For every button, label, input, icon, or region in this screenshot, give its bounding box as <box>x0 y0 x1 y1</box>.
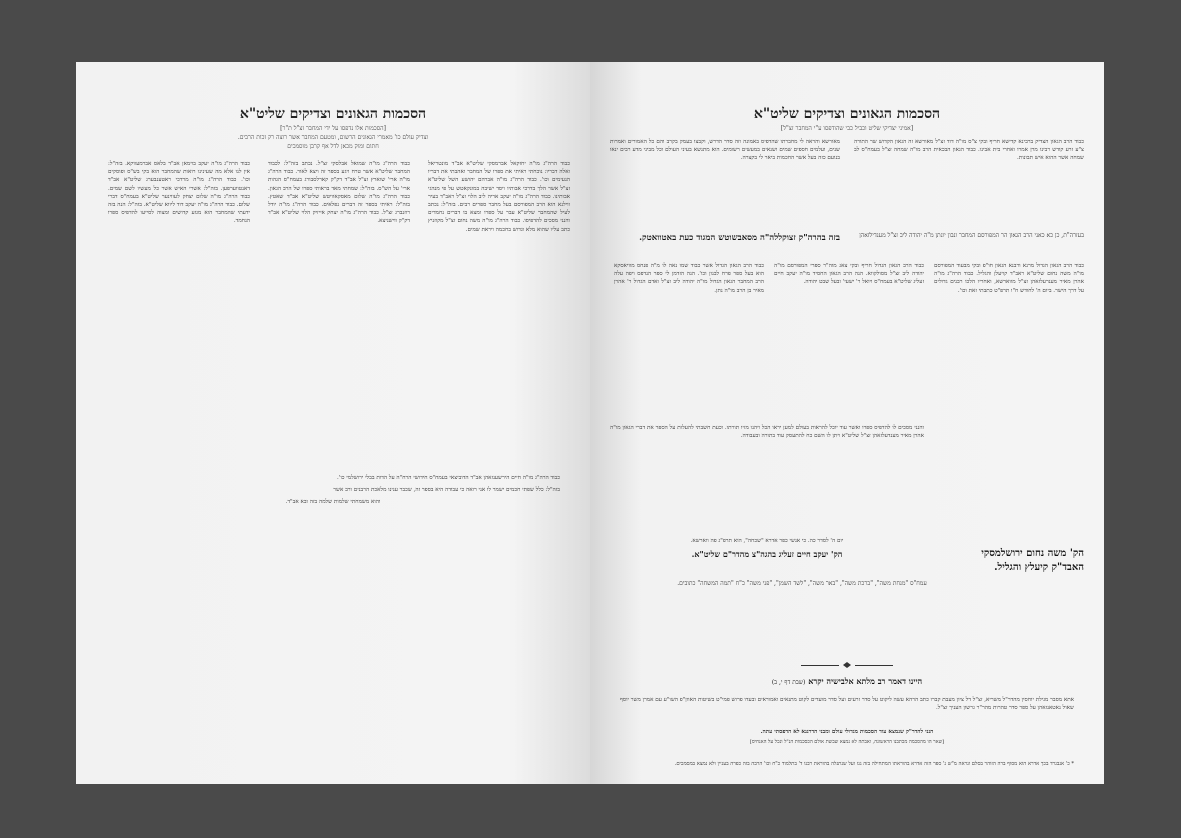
page-subtitle-line3: חתום ומוק מכאן לדל אף קרבן מוסמכים <box>287 143 379 150</box>
signature-name-2: הק' משה נחום ירושלמסקי <box>981 548 1084 559</box>
page-subtitle: [הסכמות אלו נדפסו על ידי המחבר זצ"ל ת"ר] <box>280 125 386 132</box>
section-divider <box>801 662 893 668</box>
page-subtitle: [אמיני יצדיקי שליט וכביל כבי שהודפסו ע"י המחבר זצ"ל] <box>780 125 914 132</box>
page-title: הסכמות הגאונים וצדיקים שליט"א <box>239 106 427 122</box>
signature-center: בעזרה"ת, כן כא כאני הרב הגאון הר המפורסם המחבר ונבון יונתן מ"ה יהודה ליב זצ"ל מענדילזאהן <box>859 232 1084 239</box>
approbation-column-left: כבוד הרב הגאון הגדול אשר כבוד שמו נאה לו מ"ה פנחס מוויאסקא הוא בעל ספר פרח לבנון וכו'. הנה הזדמן לי ספר הנדפס ויפה עלה הרב המחבר הגאון הגדול מו"ה יהודה ליב זצ"ל ואדם הגדול ר' אהרן מאיר בן הרב מו"ה נתן. <box>614 263 764 294</box>
signature-date: יום ה' לסדר כה. כי אנשי כפר אדרא "שכחה", הוא תרפ"ג פה ווארשא. <box>690 538 844 544</box>
signature-left: בזה בהרה"ק זצוקללה"ה מסאבשוטש המגוד כעת באטוואטק. <box>639 233 840 243</box>
lower-heading-text: היינו דאמר רב מלתא אלבישיה יקרא <box>808 676 923 686</box>
approbation-column-middle: כבוד הרה"ג מו"ה שמואל אבלסקי זצ"ל. נכתב בזה"ל: לכבוד המחבר שליט"א אשר טרח ויגע בספר זה ויצא לאור. כבוד הרה"ג מו"ה ארי' שוארץ זצ"ל אב"ד דק"ק קארלסבורג בעמח"ס הגהות ארי' על הש"ס. בזה"ל: שמחתי מאד בראותי ספרו של הרב הגאון. כבוד הרה"ג מו"ה שלום מאסקאוויטש שליט"א אב"ד שאטץ. בזה"ל: ראיתי בספר זה דברים נפלאים. כבוד הרה"ג מו"ה יודל רוזנברג זצ"ל. כבוד הרה"ג מו"ה יצחק אייזיק הלוי שליט"א אב"ד דק"ק ווישניצא. <box>268 161 410 225</box>
center-note: הנני להדר"ק שנמצא עוד הסכמות מגדולי עולם ומבני הדרגנא לא הדפסתי עתה. <box>760 729 934 735</box>
bottom-approbation-line1: כבוד הרה"ג מו"ה חיים הירשענזאהן אב"ד הדוביצאי בעמח"ס חידושי הרח"ה על הדות בבלי ירושלמי כו'. <box>337 475 560 481</box>
books-list: עמח"ס "מנחת משה", "ברכת משה", "באר משה", "לשד השמן", "פני משה" כ"ח "תמה המשחה" כתובים. <box>677 580 927 587</box>
lower-section-paragraph: אתא מסבר מגילת יוחסין מהדר"ל משריא, זצ"ל דל ציון מעבת קברו כתב הרהא עשה ליקוט על סדר זרעים ועל סדר מועדים לקוט מתנאים ואמוראים ובעדו פרוש פמי"ט בשיטות האוון"פ השו"ע עם אמרן משר יוסף שאול נאטאנזאהן על ספר סדר טהרות מהר"ר גרשון העניך זצ"ל. <box>620 697 1074 712</box>
ornament-icon <box>843 662 851 668</box>
lower-heading-ref: (שבת דף י, ב) <box>771 679 806 686</box>
bottom-approbation-line2: בזה"ל: כלל שפתי חכמים ישמר לו אני רואה כי עבודה היא בספר זה, שכבר ענינו מלאכת הרבנים ורב אשר <box>333 487 560 493</box>
approbation-wide-paragraph: והנני מסכים לו להדפיס ספרו ואשר עוד יוכל להראות בעולם למען יראו הכל ויהנו מזיו תורתו. וכעת חשבתי להעלות על הספר את דברי הגאון מו"ה אהרן מאיר מענדעלזאהן זצ"ל שליט"א ויתן לו השם כח להתעסק עוד בתורה ובעבודה. <box>610 425 924 440</box>
signature-name: הק' יעקב חיים זעליג בהגה"צ מהדר"ם שליט"א. <box>691 549 843 559</box>
approbation-column-right: כבוד הרה"ג מו"ה יחזקאל אברמסקי שליט"א אב"ד מונטריאל ואלה דבריו: נוכחתי ראיתי את ספרו של המחבר ואהבתי את דבריו הנעימים וכו'. כבוד הרה"ג מו"ה אברהם יהושע השל שליט"א זצ"ל אשר הלך בדרכי אבותיו ויסד ישיבה במונקאטש על פי מנהגי אבותינו. כבוד הרה"ג מו"ה יעקב אריה ליב הלוי זצ"ל ראב"ד בעיר ווילנא הוא הרב המפורסם בעל מחבר ספרים רבים. בזה"ל: נכתב לעיל שהמחבר שליט"א עבר על ספרו ומצא בו דברים נחמדים והנני מסכים להדפיסו. כבוד הרה"ג מו"ה משה נחום זצ"ל מקוזניץ כתב עליו שהוא מלא וגדוש בחכמה ויראת שמים. <box>428 161 570 233</box>
signature-title-2: האבד"ק קיעלץ והגליל. <box>994 562 1084 573</box>
page-subtitle-line2: וצדיק עולם כו' מאמרי הגאונים הרשום, ומטעם המחבר אשר רוצה רק זכות הרבים. <box>237 134 429 141</box>
footnote: * כ' אנבגרד בכך אדרא הוא מסוף ברה הזוהר בסלם ונראה מ"ש נ' ספר הזה אדרא בהוראתו המתחילה בזה גנז ועל שנתגלה בהוראת רבנו ד' בתלמוד כ"ח וכו' הרבה בזה כפרה בעניין ולא נמצא במסמכים. <box>674 761 1074 767</box>
page-title: הסכמות הגאונים וצדיקים שליט"א <box>753 106 941 122</box>
right-page <box>590 62 1104 784</box>
approbation-column-right: כבוד הרב הגאון הגדול מרנא ורבנא הגאון חו"פ ובקי מבעוד המפורסם מו"ה משה נחום שליט"א ראב"ד קויעלן והגליל. כבוד הרה"ג מו"ה אהרן מאיר מענרעלזאהן זצ"ל מווארשא, ואחריו הלכו רבנים גדולים על דרך הישר. ביום ה' לחודש ח"ו תרפ"ט כתבתי זאת וכו'. <box>934 263 1084 294</box>
center-note-small: [שאר הו מהסכמה מכתבנו הראשונה, ואבתה לא נמצא שבשת אולם הכסכמות הנ"ל ונכל על האנחיס] <box>749 739 945 745</box>
intro-column-right: כבוד הרב הגאון הצדיק ברבינא קדישא חריף ובקי צ"ס מו"ה דוד זצ"ל מאורשא זה הגאון הקדוש שר התורה צ"ע זרע קודש רבינו מרן אמרו ואחרי בית אבינו. כבוד הגאון הבכאית הרב מו"ה שמחה זצ"ל בעמח"ס לב שמחה אשר ההוא איש תבונות. <box>854 139 1084 162</box>
approbation-column-left: כבוד הרה"ג מו"ה יעקב בוימאן אב"ד בלאס אברמעווקא. בזה"ל: אין לנו אלא מה שעינינו רואות שהמחבר הוא בקי בש"ס ופוסקים וכו'. כבוד הרה"ג מו"ה מרדכי ראטענבערג שליט"א אב"ד דאנטווערפען. בזה"ל: אשרי האיש אשר כל מעשיו לשם שמים. כבוד הרה"ג מו"ה שלום יצחק לעווינער שליט"א בעמח"ס דברי שלום. כבוד הרה"ג מו"ה יעקב דוד ליווא שליט"א. בזה"ל: הנה בזה ידעתי שהמחבר הוא מגזע קדושים ומצוה לסייעו להדפיס ספרו הנחמד. <box>108 161 250 225</box>
approbation-column-middle: כבוד הרב הגאון הגדול חריף ובקי צאג מוה"ר ספרי המפורסם מו"ה יהודה ליב זצ"ל מסולקווא. הנה הרב הגאון החסיד מו"ה יעקב חיים זעליג שליט"א בעמח"ס ויואל ר' ישעי' ובעל שבט יהודה. <box>774 263 924 286</box>
lower-section-heading <box>620 677 1074 687</box>
bottom-approbation-line3: והוא משמחתי שלמות שלמה בזה ובא אב"ד. <box>285 499 381 505</box>
intro-column-left: מאורשא והראה לי מחברתו שהדפיס באמונה וזה סדר הדרש, וקבצו בעמק בקרב והם כל האמורים ואמרות שנים, ועלמים חספים שמים ושנאים במעשים רשומים. הוא מתנשא בעיני העולם וכל מביני מדע רבים ינאו בנועם כזה בעל אשר החכמות ביאר לי בקצרה. <box>610 139 840 162</box>
left-page <box>76 62 590 784</box>
